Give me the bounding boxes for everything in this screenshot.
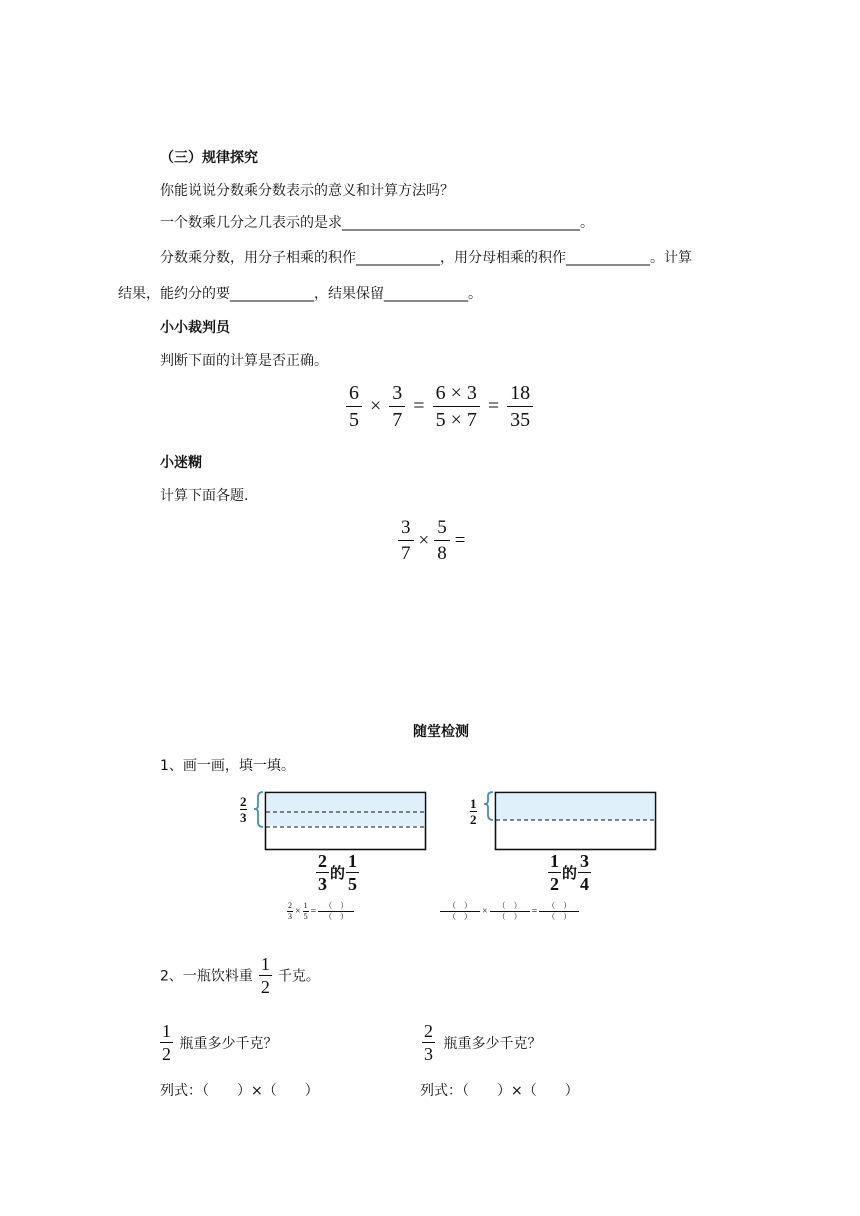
denominator: 5 xyxy=(349,409,359,431)
equation xyxy=(398,518,470,563)
times-sign: × xyxy=(370,395,382,417)
section-heading: 小迷糊 xyxy=(160,455,202,471)
question-text: 结果，能约分的要 xyxy=(118,286,230,302)
denominator-blank[interactable]: （ ） xyxy=(324,912,349,921)
question-text: ，用分母相乘的积作 xyxy=(440,250,566,266)
fraction xyxy=(507,383,533,430)
numerator: 5 xyxy=(437,517,447,538)
answer-fraction-blank[interactable] xyxy=(440,902,480,921)
fraction xyxy=(160,1022,173,1063)
question-text: 一个数乘几分之几表示的是求 xyxy=(160,215,342,231)
denominator: 2 xyxy=(162,1044,171,1064)
numerator: 2 xyxy=(424,1021,433,1041)
equation xyxy=(346,383,533,430)
numerator: 1 xyxy=(260,954,270,974)
denominator: 8 xyxy=(437,543,447,564)
answer-fraction-blank[interactable] xyxy=(539,902,579,921)
sub-question-right xyxy=(422,1022,541,1063)
caption-word: 的 xyxy=(562,864,578,882)
numerator: 2 xyxy=(288,901,292,910)
denominator: 7 xyxy=(392,409,403,431)
denominator: 3 xyxy=(288,912,292,921)
numerator: 18 xyxy=(510,382,531,404)
denominator: 7 xyxy=(401,543,411,564)
question-text: 1、画一画，填一填。 xyxy=(160,758,295,774)
answer-blank[interactable]: ____________ xyxy=(356,250,440,266)
answer-blank[interactable]: __________________________________ xyxy=(342,215,580,231)
question-text: 。计算 xyxy=(650,250,692,266)
denominator-blank[interactable]: （ ） xyxy=(448,912,472,921)
fraction xyxy=(389,383,405,430)
fraction xyxy=(422,1022,435,1063)
denominator-blank[interactable]: （ ） xyxy=(497,912,522,921)
side-label-fraction xyxy=(240,795,247,824)
numerator: 6 × 3 xyxy=(435,382,477,404)
answer-blank[interactable]: ____________ xyxy=(384,286,468,302)
numerator: 2 xyxy=(318,851,327,871)
fraction-rectangle-1 xyxy=(252,788,432,854)
denominator: 2 xyxy=(260,977,270,997)
fraction xyxy=(259,955,272,996)
numerator-blank[interactable]: （ ） xyxy=(497,901,522,910)
denominator: 3 xyxy=(424,1044,433,1064)
fill-blank-line xyxy=(118,283,482,303)
shaded-region xyxy=(266,793,424,826)
question-text: 2、一瓶饮料重 xyxy=(160,968,253,985)
figure-caption xyxy=(316,852,359,893)
brace-icon xyxy=(484,792,493,820)
denominator: 3 xyxy=(318,874,327,894)
denominator: 35 xyxy=(510,409,531,431)
formula-line-right[interactable]: 列式：（ ）×（ ） xyxy=(420,1083,579,1099)
numerator-blank[interactable]: （ ） xyxy=(547,901,572,910)
denominator: 4 xyxy=(580,874,590,894)
numerator: 1 xyxy=(303,901,308,910)
numerator: 1 xyxy=(550,851,559,871)
brace-icon xyxy=(254,792,263,827)
numerator: 3 xyxy=(580,851,590,871)
numerator: 1 xyxy=(162,1021,171,1041)
section-heading: （三）规律探究 xyxy=(160,150,258,166)
times-sign: × xyxy=(295,906,301,917)
shaded-region xyxy=(496,793,654,820)
section-heading: 小小裁判员 xyxy=(160,320,230,336)
equals-sign: = xyxy=(487,395,500,417)
equals-sign: = xyxy=(310,906,317,917)
caption-word: 的 xyxy=(330,864,346,882)
numerator: 3 xyxy=(392,382,403,404)
question-text: 你能说说分数乘分数表示的意义和计算方法吗？ xyxy=(160,183,454,199)
figure-caption xyxy=(548,852,591,893)
fill-blank-line xyxy=(160,212,594,232)
question-text: 瓶重多少千克？ xyxy=(443,1035,542,1052)
denominator: 5 × 7 xyxy=(435,409,477,431)
punctuation: 。 xyxy=(580,215,594,231)
numerator-blank[interactable]: （ ） xyxy=(324,901,349,910)
question-text: 判断下面的计算是否正确。 xyxy=(160,353,328,369)
answer-equation xyxy=(287,902,354,921)
fraction xyxy=(346,383,362,430)
question-text: 瓶重多少千克？ xyxy=(179,1035,278,1052)
question-text: 分数乘分数，用分子相乘的积作 xyxy=(160,250,356,266)
times-sign: × xyxy=(482,906,488,917)
answer-blank[interactable]: ____________ xyxy=(230,286,314,302)
equals-sign: = xyxy=(531,906,538,917)
formula-line-left[interactable]: 列式：（ ）×（ ） xyxy=(160,1083,319,1099)
question-text: 千克。 xyxy=(277,968,320,985)
denominator: 2 xyxy=(550,874,559,894)
side-label-fraction xyxy=(470,797,477,826)
denominator: 2 xyxy=(470,812,477,827)
denominator: 5 xyxy=(303,912,308,921)
equals-sign: = xyxy=(454,529,466,551)
sub-question-left xyxy=(160,1022,277,1063)
answer-equation xyxy=(440,902,579,921)
denominator: 5 xyxy=(348,874,358,894)
numerator: 3 xyxy=(401,517,411,538)
denominator-blank[interactable]: （ ） xyxy=(547,912,572,921)
page-title: 随堂检测 xyxy=(413,724,469,740)
fraction xyxy=(433,383,480,430)
fraction xyxy=(398,518,414,563)
times-sign: × xyxy=(418,529,430,551)
equals-sign: = xyxy=(413,395,425,417)
question-line xyxy=(160,955,320,996)
numerator: 1 xyxy=(470,796,477,811)
numerator: 2 xyxy=(240,794,247,809)
denominator: 3 xyxy=(240,810,247,825)
fraction xyxy=(434,518,450,563)
punctuation: 。 xyxy=(468,286,482,302)
numerator-blank[interactable]: （ ） xyxy=(448,901,472,910)
numerator: 1 xyxy=(348,851,358,871)
answer-blank[interactable]: ____________ xyxy=(566,250,650,266)
numerator: 6 xyxy=(349,382,359,404)
answer-fraction-blank[interactable] xyxy=(318,902,354,921)
question-text: 计算下面各题. xyxy=(160,488,249,504)
fill-blank-line xyxy=(160,247,692,267)
question-text: ，结果保留 xyxy=(314,286,384,302)
fraction-rectangle-2 xyxy=(482,788,662,854)
answer-fraction-blank[interactable] xyxy=(490,902,530,921)
